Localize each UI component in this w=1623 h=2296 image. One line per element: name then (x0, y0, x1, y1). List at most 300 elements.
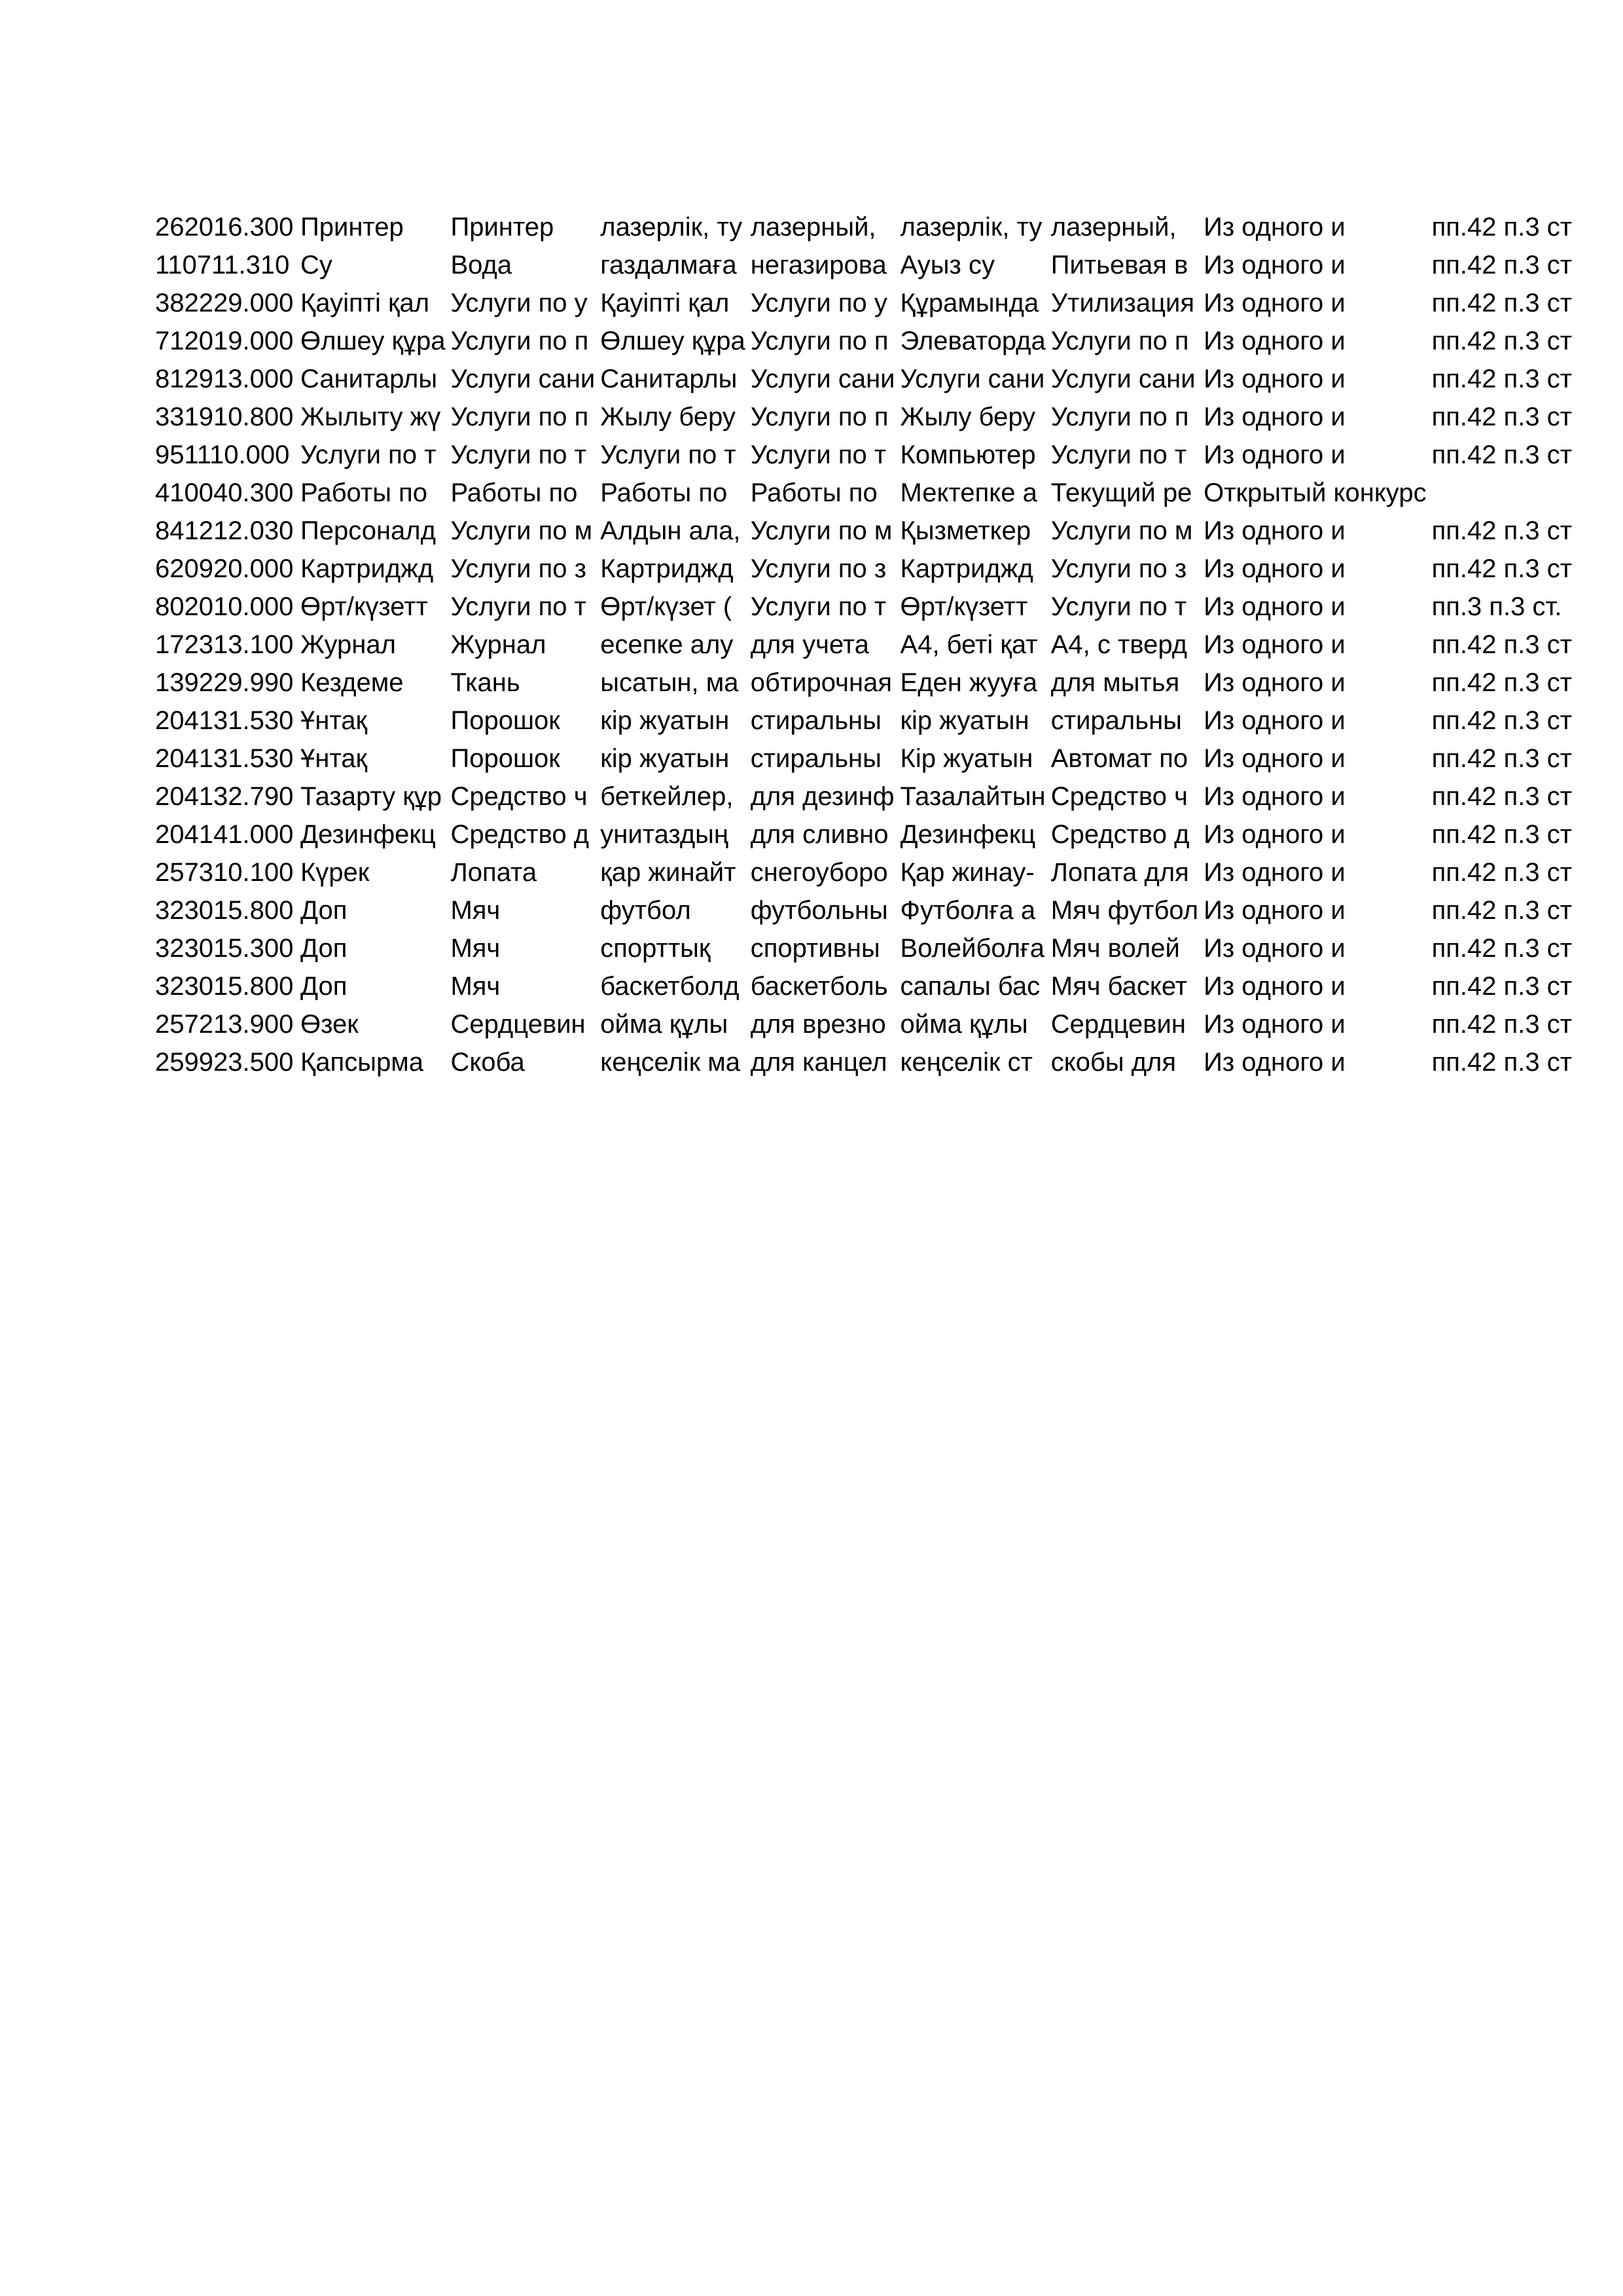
cell-text: Өрт/күзетт (300, 592, 428, 621)
table-row (155, 853, 1585, 891)
table-cell-name-kk (300, 816, 450, 853)
table-cell-code (155, 550, 300, 588)
table-cell-desc-ru (1051, 360, 1204, 398)
table-cell-spec-kk (600, 208, 750, 246)
cell-text: пп.42 п.3 ст (1431, 630, 1573, 659)
cell-text: Из одного и (1204, 592, 1346, 621)
cell-text: скобы для (1050, 1048, 1177, 1077)
cell-text: Из одного и (1204, 440, 1346, 469)
table-cell-spec-kk (600, 664, 750, 702)
cell-text: Өлшеу құра (300, 327, 446, 355)
printed-spreadsheet-page (155, 208, 1585, 1081)
table-cell-desc-ru (1051, 284, 1204, 322)
cell-text: кір жуатын (600, 744, 730, 773)
cell-text: Лопата для (1050, 858, 1189, 887)
table-cell-method (1204, 1005, 1432, 1043)
cell-text: Из одного и (1204, 1048, 1346, 1077)
cell-text: Услуги по т (1050, 592, 1187, 621)
table-cell-code (155, 512, 300, 550)
cell-text: Қауіпті қал (300, 289, 430, 317)
table-cell-name-kk (300, 702, 450, 740)
cell-text: 323015.800 (155, 972, 294, 1001)
table-row (155, 284, 1585, 322)
cell-text: Из одного и (1204, 403, 1346, 431)
table-cell-spec-ru (751, 664, 901, 702)
table-cell-name-kk (300, 436, 450, 474)
table-cell-method (1204, 398, 1432, 436)
table-cell-desc-ru (1051, 474, 1204, 512)
cell-text: Услуги по п (1050, 327, 1189, 355)
cell-text: Күрек (300, 858, 370, 887)
cell-text: Тазалайтын (900, 782, 1046, 811)
cell-text: Өлшеу құра (600, 327, 745, 355)
table-cell-method (1204, 740, 1432, 778)
cell-text: 331910.800 (155, 403, 294, 431)
table-cell-desc-kk (901, 891, 1051, 929)
table-row (155, 626, 1585, 664)
table-cell-method (1204, 853, 1432, 891)
table-cell-desc-kk (901, 929, 1051, 967)
table-cell-spec-ru (751, 284, 901, 322)
table-cell-name-kk (300, 891, 450, 929)
cell-text: Услуги по п (450, 403, 589, 431)
table-row (155, 512, 1585, 550)
cell-text: Кір жуатын (900, 744, 1033, 773)
cell-text: Из одного и (1204, 554, 1346, 583)
table-cell-desc-ru (1051, 1005, 1204, 1043)
cell-text: Услуги по м (1050, 516, 1193, 545)
cell-text: Услуги по т (450, 592, 586, 621)
table-cell-code (155, 1043, 300, 1081)
cell-text: Өзек (300, 1010, 359, 1039)
table-cell-desc-kk (901, 853, 1051, 891)
cell-text: Из одного и (1204, 782, 1346, 811)
table-cell-desc-kk (901, 512, 1051, 550)
cell-text: қар жинайт (600, 858, 736, 887)
cell-text: Мяч (450, 934, 501, 963)
cell-text: Услуги по т (600, 440, 736, 469)
table-cell-desc-kk (901, 588, 1051, 626)
table-cell-basis (1432, 398, 1585, 436)
table-cell-code (155, 967, 300, 1005)
table-cell-basis (1432, 1005, 1585, 1043)
table-cell-name-kk (300, 474, 450, 512)
table-cell-desc-ru (1051, 550, 1204, 588)
cell-text: пп.42 п.3 ст (1431, 516, 1573, 545)
table-cell-desc-ru (1051, 929, 1204, 967)
cell-text: Услуги по т (750, 440, 887, 469)
table-cell-name-ru (450, 360, 600, 398)
cell-text: пп.42 п.3 ст (1431, 365, 1573, 393)
cell-text: футбольны (750, 896, 888, 925)
cell-text: Услуги по у (750, 289, 887, 317)
table-row (155, 891, 1585, 929)
cell-text: Из одного и (1204, 251, 1346, 279)
table-cell-name-kk (300, 664, 450, 702)
table-cell-name-ru (450, 967, 600, 1005)
cell-text: 620920.000 (155, 554, 294, 583)
table-cell-desc-ru (1051, 512, 1204, 550)
cell-text: для учета (750, 630, 870, 659)
table-cell-spec-ru (751, 474, 901, 512)
cell-text: Из одного и (1204, 289, 1346, 317)
cell-text: Волейболға (900, 934, 1044, 963)
table-cell-code (155, 929, 300, 967)
table-row (155, 588, 1585, 626)
cell-text: газдалмаға (600, 251, 737, 279)
cell-text: Қызметкер (900, 516, 1031, 545)
table-cell-method (1204, 550, 1432, 588)
cell-text: Доп (300, 896, 348, 925)
cell-text: Мектепке а (900, 478, 1037, 507)
cell-text: Услуги по м (450, 516, 593, 545)
table-cell-desc-ru (1051, 778, 1204, 816)
cell-text: 204132.790 (155, 782, 294, 811)
table-cell-basis (1432, 588, 1585, 626)
table-cell-desc-kk (901, 208, 1051, 246)
table-cell-method (1204, 588, 1432, 626)
table-cell-name-kk (300, 284, 450, 322)
table-cell-desc-kk (901, 740, 1051, 778)
cell-text: Вода (450, 251, 512, 279)
cell-text: Из одного и (1204, 706, 1346, 735)
cell-text: 323015.800 (155, 896, 294, 925)
cell-text: для канцел (750, 1048, 887, 1077)
cell-text: Доп (300, 972, 348, 1001)
cell-text: Мяч волей (1050, 934, 1180, 963)
table-cell-desc-kk (901, 967, 1051, 1005)
cell-text: пп.42 п.3 ст (1431, 858, 1573, 887)
table-cell-desc-ru (1051, 626, 1204, 664)
cell-text: беткейлер, (600, 782, 734, 811)
table-cell-name-kk (300, 778, 450, 816)
cell-text: спортивны (750, 934, 880, 963)
table-cell-desc-kk (901, 1005, 1051, 1043)
table-cell-basis (1432, 891, 1585, 929)
table-cell-spec-kk (600, 853, 750, 891)
table-cell-spec-kk (600, 740, 750, 778)
table-row (155, 246, 1585, 284)
table-cell-spec-kk (600, 550, 750, 588)
table-row (155, 474, 1585, 512)
table-cell-spec-ru (751, 778, 901, 816)
cell-text: Работы по (600, 478, 728, 507)
cell-text: 262016.300 (155, 213, 294, 242)
cell-text: негазирова (750, 251, 887, 279)
cell-text: 257213.900 (155, 1010, 294, 1039)
table-cell-basis (1432, 512, 1585, 550)
procurement-table (155, 208, 1585, 1081)
cell-text: пп.42 п.3 ст (1431, 403, 1573, 431)
table-cell-name-ru (450, 246, 600, 284)
table-cell-desc-ru (1051, 436, 1204, 474)
table-cell-name-ru (450, 550, 600, 588)
table-cell-spec-ru (751, 360, 901, 398)
table-cell-desc-kk (901, 550, 1051, 588)
cell-text: Из одного и (1204, 365, 1346, 393)
cell-text: Услуги сани (1050, 365, 1196, 393)
table-cell-code (155, 436, 300, 474)
table-row (155, 1005, 1585, 1043)
cell-text: Порошок (450, 744, 560, 773)
table-cell-method (1204, 816, 1432, 853)
cell-text: Құрамында (900, 289, 1039, 317)
cell-text: Лопата (450, 858, 537, 887)
cell-text: унитаздың (600, 820, 729, 849)
table-cell-spec-kk (600, 398, 750, 436)
cell-text: Из одного и (1204, 972, 1346, 1001)
table-cell-desc-ru (1051, 246, 1204, 284)
table-cell-spec-ru (751, 588, 901, 626)
table-row (155, 436, 1585, 474)
table-cell-spec-ru (751, 816, 901, 853)
table-cell-code (155, 891, 300, 929)
table-cell-method (1204, 626, 1432, 664)
cell-text: Открытый конкурс (1204, 478, 1427, 507)
cell-text: Услуги сани (900, 365, 1045, 393)
cell-text: Компьютер (900, 440, 1036, 469)
table-cell-name-ru (450, 891, 600, 929)
table-cell-basis (1432, 853, 1585, 891)
cell-text: Порошок (450, 706, 560, 735)
cell-text: Мяч (450, 972, 501, 1001)
cell-text: Журнал (450, 630, 546, 659)
cell-text: Услуги по т (300, 440, 437, 469)
table-cell-code (155, 360, 300, 398)
table-cell-method (1204, 891, 1432, 929)
cell-text: Картриджд (300, 554, 434, 583)
cell-text: для сливно (750, 820, 889, 849)
table-cell-name-ru (450, 853, 600, 891)
cell-text: Услуги по з (1050, 554, 1187, 583)
table-cell-spec-kk (600, 284, 750, 322)
table-cell-name-ru (450, 929, 600, 967)
cell-text: 382229.000 (155, 289, 294, 317)
cell-text: Из одного и (1204, 744, 1346, 773)
cell-text: Средство ч (1050, 782, 1188, 811)
table-cell-desc-kk (901, 702, 1051, 740)
table-cell-basis (1432, 284, 1585, 322)
cell-text: ысатын, ма (600, 668, 739, 697)
cell-text: 204141.000 (155, 820, 294, 849)
cell-text: Мяч (450, 896, 501, 925)
table-cell-desc-ru (1051, 398, 1204, 436)
table-cell-basis (1432, 740, 1585, 778)
table-cell-code (155, 398, 300, 436)
table-cell-code (155, 588, 300, 626)
table-cell-desc-ru (1051, 208, 1204, 246)
cell-text: 110711.310 (155, 251, 290, 279)
table-cell-desc-kk (901, 360, 1051, 398)
table-cell-spec-ru (751, 1043, 901, 1081)
table-row (155, 398, 1585, 436)
table-cell-spec-ru (751, 512, 901, 550)
table-cell-desc-kk (901, 626, 1051, 664)
table-cell-name-ru (450, 816, 600, 853)
cell-text: Қар жинау- (900, 858, 1035, 887)
cell-text: пп.42 п.3 ст (1431, 1010, 1573, 1039)
table-cell-name-ru (450, 208, 600, 246)
table-cell-desc-ru (1051, 322, 1204, 360)
table-cell-name-ru (450, 1043, 600, 1081)
table-row (155, 740, 1585, 778)
cell-text: Работы по (300, 478, 427, 507)
table-cell-name-ru (450, 284, 600, 322)
cell-text: Мяч футбол (1050, 896, 1199, 925)
cell-text: лазерный, (750, 213, 876, 242)
cell-text: 812913.000 (155, 365, 294, 393)
cell-text: Картриджд (900, 554, 1033, 583)
table-cell-desc-ru (1051, 664, 1204, 702)
cell-text: Өрт/күзетт (900, 592, 1028, 621)
table-cell-spec-kk (600, 929, 750, 967)
table-cell-name-ru (450, 664, 600, 702)
table-cell-name-kk (300, 588, 450, 626)
cell-text: Из одного и (1204, 668, 1346, 697)
table-row (155, 778, 1585, 816)
table-cell-method (1204, 474, 1432, 512)
table-cell-name-ru (450, 512, 600, 550)
cell-text: Работы по (450, 478, 578, 507)
table-cell-spec-ru (751, 208, 901, 246)
cell-text: 410040.300 (155, 478, 294, 507)
table-row (155, 208, 1585, 246)
table-cell-spec-kk (600, 1043, 750, 1081)
table-cell-spec-kk (600, 588, 750, 626)
table-cell-name-kk (300, 246, 450, 284)
cell-text: Из одного и (1204, 327, 1346, 355)
table-cell-name-ru (450, 626, 600, 664)
table-cell-spec-ru (751, 740, 901, 778)
cell-text: Из одного и (1204, 820, 1346, 849)
table-cell-spec-ru (751, 853, 901, 891)
cell-text: стиральны (1050, 706, 1182, 735)
table-cell-spec-ru (751, 929, 901, 967)
cell-text: Услуги по з (450, 554, 586, 583)
table-cell-method (1204, 967, 1432, 1005)
cell-text: 204131.530 (155, 706, 294, 735)
table-cell-method (1204, 664, 1432, 702)
table-row (155, 816, 1585, 853)
table-cell-desc-kk (901, 474, 1051, 512)
cell-text: Услуги по п (1050, 403, 1189, 431)
cell-text: Тазарту құр (300, 782, 442, 811)
table-cell-name-kk (300, 853, 450, 891)
cell-text: Из одного и (1204, 213, 1346, 242)
table-cell-desc-kk (901, 246, 1051, 284)
cell-text: 323015.300 (155, 934, 294, 963)
cell-text: пп.42 п.3 ст (1431, 972, 1573, 1001)
table-cell-method (1204, 778, 1432, 816)
table-cell-name-ru (450, 322, 600, 360)
cell-text: Мяч баскет (1050, 972, 1188, 1001)
table-cell-basis (1432, 322, 1585, 360)
cell-text: 841212.030 (155, 516, 294, 545)
cell-text: Өрт/күзет ( (600, 592, 732, 621)
cell-text: 139229.990 (155, 668, 294, 697)
table-cell-basis (1432, 436, 1585, 474)
table-cell-spec-kk (600, 778, 750, 816)
cell-text: Сердцевин (1050, 1010, 1186, 1039)
cell-text: 259923.500 (155, 1048, 294, 1077)
cell-text: Персоналд (300, 516, 436, 545)
cell-text: Средство д (1050, 820, 1190, 849)
cell-text: кеңселік ст (900, 1048, 1033, 1077)
cell-text: Дезинфекц (900, 820, 1036, 849)
table-cell-name-ru (450, 778, 600, 816)
table-row (155, 322, 1585, 360)
cell-text: пп.42 п.3 ст (1431, 820, 1573, 849)
table-cell-spec-kk (600, 512, 750, 550)
table-cell-desc-ru (1051, 702, 1204, 740)
table-cell-code (155, 626, 300, 664)
cell-text: ойма құлы (900, 1010, 1028, 1039)
cell-text: Санитарлы (600, 365, 738, 393)
table-cell-spec-ru (751, 398, 901, 436)
table-cell-name-kk (300, 929, 450, 967)
table-cell-desc-kk (901, 778, 1051, 816)
cell-text: пп.42 п.3 ст (1431, 440, 1573, 469)
cell-text: Автомат по (1050, 744, 1188, 773)
cell-text: баскетболь (750, 972, 888, 1001)
table-cell-desc-kk (901, 322, 1051, 360)
cell-text: Ткань (450, 668, 520, 697)
cell-text: пп.3 п.3 ст. (1431, 592, 1562, 621)
cell-text: Принтер (300, 213, 404, 242)
cell-text: ойма құлы (600, 1010, 728, 1039)
table-cell-name-kk (300, 360, 450, 398)
cell-text: Скоба (450, 1048, 525, 1077)
cell-text: Из одного и (1204, 630, 1346, 659)
table-cell-code (155, 778, 300, 816)
table-row (155, 550, 1585, 588)
cell-text: футбол (600, 896, 691, 925)
cell-text: пп.42 п.3 ст (1431, 668, 1573, 697)
table-cell-code (155, 474, 300, 512)
table-cell-name-ru (450, 740, 600, 778)
table-cell-name-kk (300, 740, 450, 778)
cell-text: Элеваторда (900, 327, 1046, 355)
cell-text: Услуги по т (1050, 440, 1187, 469)
cell-text: 712019.000 (155, 327, 294, 355)
table-cell-spec-kk (600, 360, 750, 398)
cell-text: 204131.530 (155, 744, 294, 773)
cell-text: Из одного и (1204, 934, 1346, 963)
table-cell-method (1204, 208, 1432, 246)
cell-text: Услуги по п (750, 327, 889, 355)
table-cell-name-kk (300, 550, 450, 588)
cell-text: кір жуатын (900, 706, 1029, 735)
cell-text: 172313.100 (155, 630, 294, 659)
table-cell-name-kk (300, 1043, 450, 1081)
cell-text: Услуги сани (750, 365, 895, 393)
table-cell-method (1204, 929, 1432, 967)
cell-text: стиральны (750, 744, 882, 773)
cell-text: пп.42 п.3 ст (1431, 289, 1573, 317)
cell-text: Средство д (450, 820, 590, 849)
table-cell-basis (1432, 702, 1585, 740)
table-cell-code (155, 816, 300, 853)
table-cell-code (155, 284, 300, 322)
cell-text: обтирочная (750, 668, 892, 697)
table-cell-name-kk (300, 1005, 450, 1043)
cell-text: Су (300, 251, 332, 279)
table-cell-spec-kk (600, 1005, 750, 1043)
cell-text: Санитарлы (300, 365, 438, 393)
table-cell-code (155, 208, 300, 246)
table-cell-basis (1432, 474, 1585, 512)
table-cell-method (1204, 360, 1432, 398)
